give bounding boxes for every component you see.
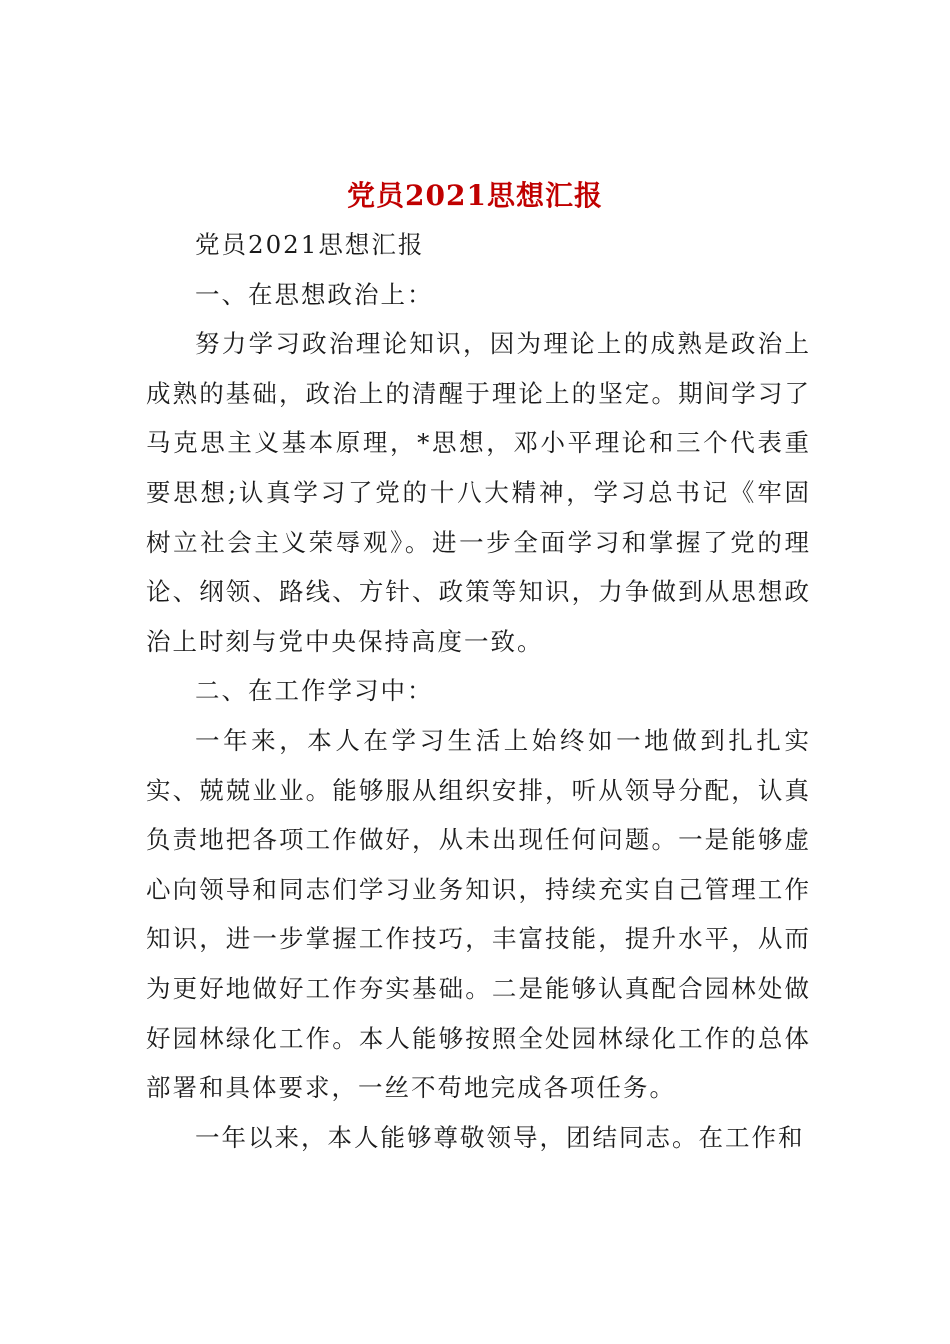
paragraph-year-review: 一年以来，本人能够尊敬领导，团结同志。在工作和 — [195, 1122, 805, 1152]
paragraph-work-study: 一年来，本人在学习生活上始终如一地做到扎扎实实、兢兢业业。能够服从组织安排，听从领导分配，认真负责地把各项工作做好，从未出现任何问题。一是能够虚心向领导和同志们学习业务知识，持续充实自己管理工作知识，进一步掌握工作技巧，丰富技能，提升水平，从而为更好地做好工作夯实基础。二是能够认真配合园林处做好园林绿化工作。本人能够按照全处园林绿化工作的总体部署和具体要求，一丝不苟地完成各项任务。 — [146, 725, 811, 1103]
paragraph-subtitle: 党员2021思想汇报 — [195, 230, 425, 259]
document-title: 党员2021思想汇报 — [347, 179, 603, 212]
document-body — [146, 220, 811, 1162]
section-heading-political: 一、在思想政治上： — [195, 279, 434, 309]
section-heading-work-study: 二、在工作学习中： — [195, 676, 434, 706]
paragraph-political-study: 努力学习政治理论知识，因为理论上的成熟是政治上成熟的基础，政治上的清醒于理论上的坚定。期间学习了马克思主义基本原理，*思想，邓小平理论和三个代表重要思想;认真学习了党的十八大精神，学习总书记《牢固树立社会主义荣辱观》。进一步全面学习和掌握了党的理论、纲领、路线、方针、政策等知识，力争做到从思想政治上时刻与党中央保持高度一致。 — [146, 329, 811, 656]
